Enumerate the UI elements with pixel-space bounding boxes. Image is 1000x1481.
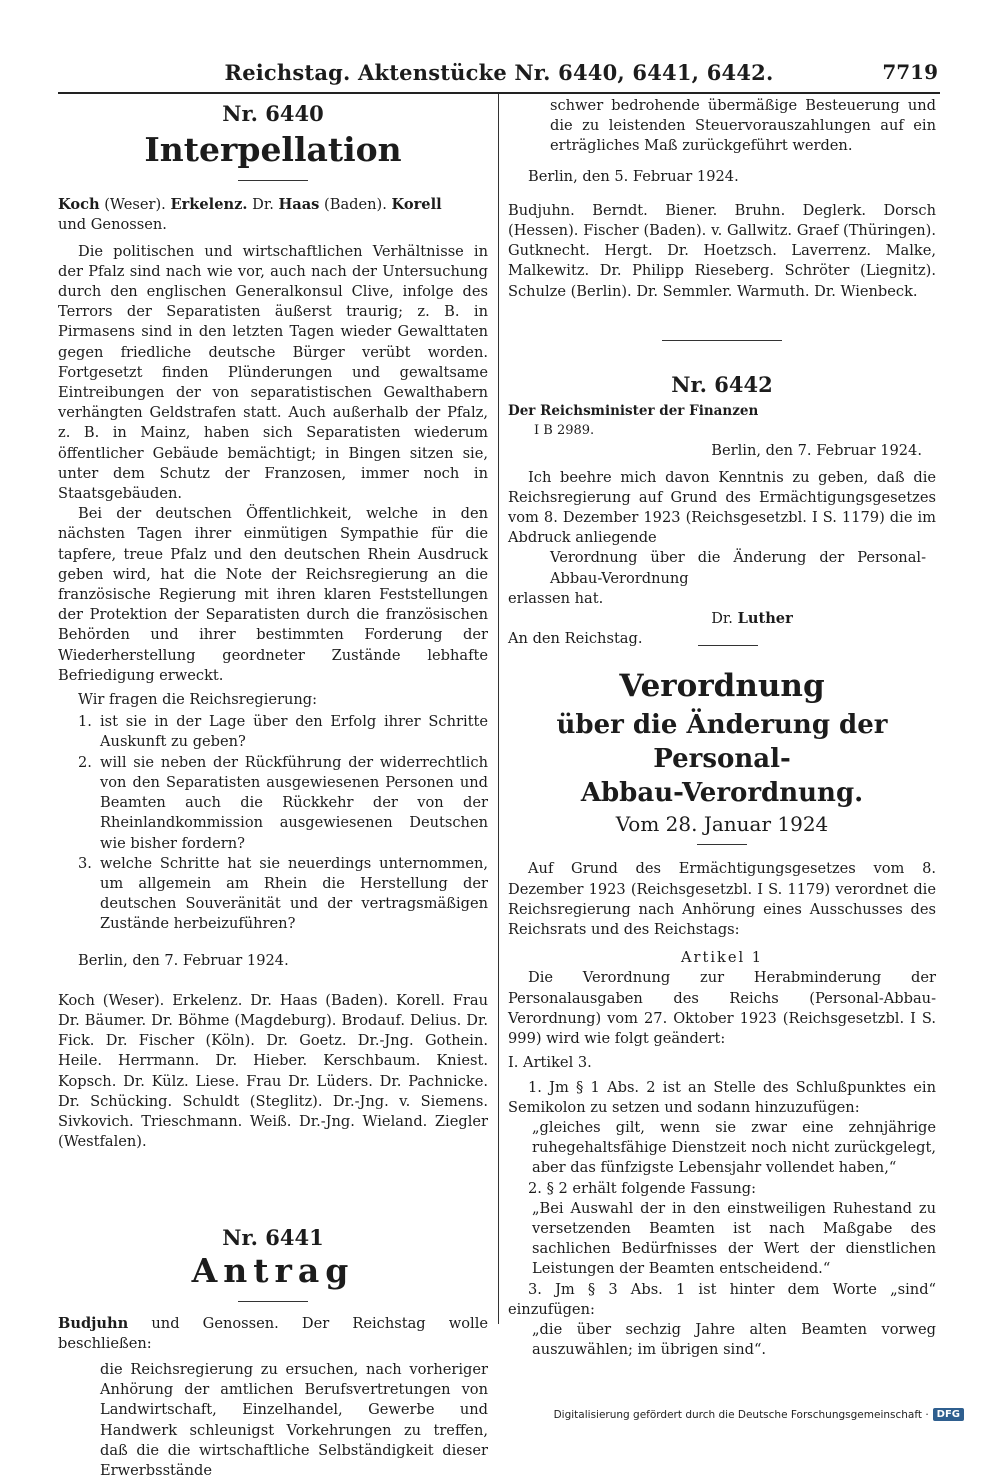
digitization-footer [554, 1408, 964, 1421]
question-list [58, 712, 488, 934]
page-header [58, 58, 940, 94]
author-text: und Genossen. [58, 216, 167, 234]
list-item [58, 854, 488, 935]
amendment-quote: „Bei Auswahl der in den einstweiligen Ruhestand zu versetzenden Beamten ist nach Maßgabe des sachlichen Bedürfnisses der Wert der dienstlichen Leistungen der Beamten entscheidend.“ [532, 1199, 936, 1278]
authors-6440 [58, 195, 488, 235]
heading-interpellation: Interpellation [144, 130, 402, 170]
sender: Der Reichsminister der Finanzen [508, 403, 759, 420]
signature-name: Luther [737, 610, 793, 628]
author-haas: Haas [278, 196, 320, 214]
amendment-item: 2. § 2 erhält folgende Fassung: [528, 1179, 757, 1197]
item-text: ist sie in der Lage über den Erfolg ihrer Schritte Auskunft zu geben? [100, 713, 488, 751]
letter-body: Ich beehre mich davon Kenntnis zu geben, daß die Reichsregierung auf Grund des Ermächtigungsgesetzes vom 8. Dezember 1923 (Reichsgesetzbl. I S. 1179) die im Abdruck anliegende [508, 468, 936, 547]
separator-rule [697, 844, 747, 845]
letter-end: erlassen hat. [508, 589, 604, 607]
paragraph: Bei der deutschen Öffentlichkeit, welche in den nächsten Tagen ihrer einmütigen Sympathie für die tapfere, treue Pfalz und den deutschen Rhein Ausdruck geben wird, hat die Note der Reichsregierung an die französische Regierung mit ihren klaren Feststellungen der Protektion der Separatisten durch die französischen Behörden und ihrer bestimmten Forderung der Wiederherstellung geordneter Zustände lebhafte Befriedigung erweckt. [58, 505, 488, 684]
paragraph: Wir fragen die Reichsregierung: [78, 691, 318, 709]
separator-rule [662, 340, 782, 341]
item-text: welche Schritte hat sie neuerdings unternommen, um allgemein am Rhein die Herstellung der deutschen Souveränität und der vertragsmäßigen Zustände herbeizuführen? [100, 854, 488, 933]
right-column [508, 96, 936, 1360]
dateline: Berlin, den 7. Februar 1924. [711, 442, 922, 460]
header-title: Reichstag. Aktenstücke Nr. 6440, 6441, 6442. [224, 60, 774, 85]
amendment-item: 1. Jm § 1 Abs. 2 ist an Stelle des Schlußpunktes ein Semikolon zu setzen und sodann hinzuzufügen: [508, 1078, 936, 1116]
author-text: Dr. [247, 196, 279, 214]
dateline: Berlin, den 7. Februar 1924. [78, 951, 289, 969]
heading-antrag: Antrag [191, 1250, 355, 1290]
separator-rule [238, 180, 308, 181]
amendment-item: 3. Jm § 3 Abs. 1 ist hinter dem Worte „sind“ einzufügen: [508, 1280, 936, 1318]
item-text: will sie neben der Rückführung der widerrechtlich von den Separatisten ausgewiesenen Personen und Beamten auch die Rückkehr der von der Rheinlandkommission ausgewiesenen Deutschen wie bisher fordern? [100, 753, 488, 852]
article-3-heading: I. Artikel 3. [508, 1054, 592, 1072]
column-divider [498, 94, 499, 1324]
item-number: 2. [78, 753, 92, 771]
signatories: Koch (Weser). Erkelenz. Dr. Haas (Baden). Korell. Frau Dr. Bäumer. Dr. Böhme (Magdeburg). Brodauf. Delius. Dr. Fick. Dr. Fischer (Köln). Dr. Goetz. Dr.-Jng. Gothein. Heile. Herrmann. Dr. Hieber. Kerschbaum. Kniest. Kopsch. Dr. Külz. Liese. Frau Dr. Lüders. Dr. Pachnicke. Dr. Schücking. Schuldt (Steglitz). Dr.-Jng. v. Siemens. Sivkovich. Trieschmann. Weiß. Dr.-Jng. Wieland. Ziegler (Westfalen). [58, 991, 488, 1151]
letter-title: Verordnung über die Änderung der Personal-Abbau-Verordnung [550, 549, 926, 587]
verordnung-subtitle-1: über die Änderung der Personal- [556, 710, 888, 775]
reference: I B 2989. [534, 423, 595, 439]
item-number: 1. [78, 713, 92, 731]
separator-rule [238, 1301, 308, 1302]
antrag-text: die Reichsregierung zu ersuchen, nach vorheriger Anhörung der amtlichen Berufsvertretungen von Landwirtschaft, Einzelhandel, Gewerbe und Handwerk schleunigst Vorkehrungen zu treffen, daß die die wirtschaftliche Selbständigkeit dieser Erwerbsstände [100, 1360, 488, 1479]
doc-number-6441: Nr. 6441 [222, 1225, 324, 1251]
antrag-intro [58, 1314, 488, 1354]
antrag-intro-text: und Genossen. Der Reichstag wolle beschließen: [58, 1314, 488, 1352]
author-text: (Baden). [319, 196, 392, 214]
item-number: 3. [78, 854, 92, 872]
signature [508, 609, 936, 629]
author-text: (Weser). [99, 196, 171, 214]
article-heading: Artikel 1 [680, 949, 764, 967]
author-erkelenz: Erkelenz. [170, 196, 248, 214]
amendment-quote: „die über sechzig Jahre alten Beamten vorweg auszuwählen; im übrigen sind“. [532, 1320, 936, 1359]
author-koch: Koch [58, 196, 100, 214]
footer-text: Digitalisierung gefördert durch die Deutsche Forschungsgemeinschaft · [553, 1408, 929, 1421]
signatories: Budjuhn. Berndt. Biener. Bruhn. Deglerk. Dorsch (Hessen). Fischer (Baden). v. Gallwitz. Graef (Thüringen). Gutknecht. Hergt. Dr. Hoetzsch. Laverrenz. Malke, Malkewitz. Dr. Philipp Rieseberg. Schröter (Liegnitz). Schulze (Berlin). Dr. Semmler. Warmuth. Dr. Wienbeck. [508, 201, 936, 300]
antrag-continuation: schwer bedrohende übermäßige Besteuerung und die zu leistenden Steuervorauszahlungen auf ein erträgliches Maß zurückgeführt werden. [550, 97, 936, 155]
verordnung-intro: Auf Grund des Ermächtigungsgesetzes vom 8. Dezember 1923 (Reichsgesetzbl. I S. 1179) verordnet die Reichsregierung nach Anhörung eines Ausschusses des Reichsrats und des Reichstags: [508, 860, 936, 939]
list-item [58, 753, 488, 854]
author-budjuhn: Budjuhn [58, 1314, 129, 1332]
dateline: Berlin, den 5. Februar 1924. [528, 167, 739, 185]
article-text: Die Verordnung zur Herabminderung der Personalausgaben des Reichs (Personal-Abbau-Verordnung) vom 27. Oktober 1923 (Reichsgesetzbl. I S. 999) wird wie folgt geändert: [508, 969, 936, 1048]
verordnung-subtitle-2: Abbau-Verordnung. [580, 778, 864, 809]
page-number: 7719 [882, 60, 938, 84]
doc-number-6442: Nr. 6442 [671, 371, 773, 397]
doc-number-6440: Nr. 6440 [222, 101, 324, 126]
verordnung-date: Vom 28. Januar 1924 [615, 812, 829, 837]
list-item [58, 712, 488, 752]
separator-rule [698, 645, 758, 646]
amendment-quote: „gleiches gilt, wenn sie zwar eine zehnjährige ruhegehaltsfähige Dienstzeit noch nicht zurückgelegt, aber das fünfzigste Lebensjahr vollendet haben,“ [532, 1118, 936, 1177]
addressee: An den Reichstag. [508, 630, 643, 648]
paragraph: Die politischen und wirtschaftlichen Verhältnisse in der Pfalz sind nach wie vor, auch nach der Untersuchung durch den englischen Generalkonsul Clive, infolge des Terrors der Separatisten äußerst traurig; z. B. in Pirmasens sind in den letzten Tagen wieder Gewalttaten gegen friedliche deutsche Bürger verübt worden. Fortgesetzt finden Plünderungen und gewaltsame Eintreibungen der von separatistischen Gewalthabern verhängten Geldstrafen statt. Auch außerhalb der Pfalz, z. B. in Mainz, haben sich Separatisten wiederum öffentlicher Gebäude bemächtigt; in Bingen sitzen sie, unter dem Schutz der Franzosen, immer noch in Staatsgebäuden. [58, 242, 488, 503]
signature-title: Dr. [711, 610, 738, 628]
verordnung-title: Verordnung [619, 668, 825, 705]
left-column [58, 96, 488, 1481]
dfg-logo: DFG [933, 1408, 964, 1421]
author-korell: Korell [391, 196, 442, 214]
